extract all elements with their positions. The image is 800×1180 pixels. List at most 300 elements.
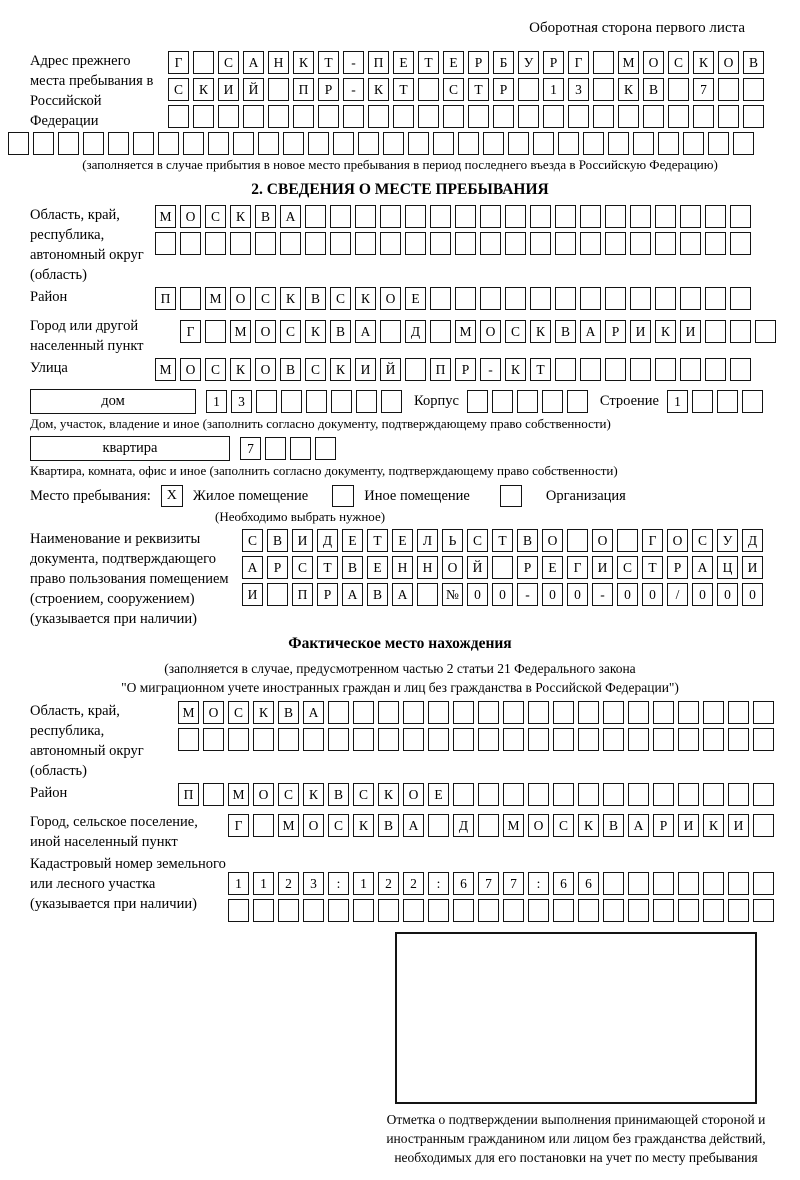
- char-cell[interactable]: [380, 320, 401, 343]
- char-cell[interactable]: [753, 814, 774, 837]
- char-cell[interactable]: И: [742, 556, 763, 579]
- char-cell[interactable]: [733, 132, 754, 155]
- char-cell[interactable]: К: [230, 205, 251, 228]
- char-cell[interactable]: Е: [443, 51, 464, 74]
- char-cell[interactable]: М: [230, 320, 251, 343]
- char-cell[interactable]: [278, 899, 299, 922]
- char-cell[interactable]: [605, 232, 626, 255]
- char-cell[interactable]: [330, 232, 351, 255]
- char-cell[interactable]: [568, 105, 589, 128]
- char-cell[interactable]: [430, 320, 451, 343]
- char-cell[interactable]: [193, 105, 214, 128]
- char-cell[interactable]: В: [555, 320, 576, 343]
- char-cell[interactable]: [393, 105, 414, 128]
- char-cell[interactable]: [578, 899, 599, 922]
- char-cell[interactable]: Т: [530, 358, 551, 381]
- char-cell[interactable]: [378, 701, 399, 724]
- char-cell[interactable]: Б: [493, 51, 514, 74]
- char-cell[interactable]: А: [243, 51, 264, 74]
- char-cell[interactable]: С: [443, 78, 464, 101]
- char-cell[interactable]: [258, 132, 279, 155]
- char-cell[interactable]: [428, 701, 449, 724]
- char-cell[interactable]: Т: [317, 556, 338, 579]
- char-cell[interactable]: [718, 78, 739, 101]
- char-cell[interactable]: [693, 105, 714, 128]
- char-cell[interactable]: [518, 105, 539, 128]
- char-cell[interactable]: И: [630, 320, 651, 343]
- char-cell[interactable]: М: [205, 287, 226, 310]
- char-cell[interactable]: В: [367, 583, 388, 606]
- char-cell[interactable]: Л: [417, 529, 438, 552]
- char-cell[interactable]: [328, 728, 349, 751]
- char-cell[interactable]: 0: [692, 583, 713, 606]
- char-cell[interactable]: [428, 899, 449, 922]
- char-cell[interactable]: 0: [492, 583, 513, 606]
- char-cell[interactable]: 0: [617, 583, 638, 606]
- char-cell[interactable]: [492, 556, 513, 579]
- char-cell[interactable]: А: [280, 205, 301, 228]
- char-cell[interactable]: [530, 287, 551, 310]
- char-cell[interactable]: [630, 205, 651, 228]
- char-cell[interactable]: [683, 132, 704, 155]
- char-cell[interactable]: [480, 287, 501, 310]
- char-cell[interactable]: Е: [392, 529, 413, 552]
- char-cell[interactable]: О: [542, 529, 563, 552]
- char-cell[interactable]: [380, 232, 401, 255]
- char-cell[interactable]: 2: [278, 872, 299, 895]
- char-cell[interactable]: №: [442, 583, 463, 606]
- char-cell[interactable]: [578, 728, 599, 751]
- char-cell[interactable]: [555, 205, 576, 228]
- char-cell[interactable]: [203, 783, 224, 806]
- char-cell[interactable]: [593, 78, 614, 101]
- char-cell[interactable]: К: [703, 814, 724, 837]
- char-cell[interactable]: [628, 701, 649, 724]
- char-cell[interactable]: С: [328, 814, 349, 837]
- char-cell[interactable]: К: [578, 814, 599, 837]
- char-cell[interactable]: [655, 358, 676, 381]
- char-cell[interactable]: Р: [517, 556, 538, 579]
- char-cell[interactable]: А: [303, 701, 324, 724]
- char-cell[interactable]: [705, 287, 726, 310]
- char-cell[interactable]: С: [353, 783, 374, 806]
- char-cell[interactable]: [428, 728, 449, 751]
- char-cell[interactable]: [228, 899, 249, 922]
- char-cell[interactable]: В: [280, 358, 301, 381]
- char-cell[interactable]: К: [505, 358, 526, 381]
- char-cell[interactable]: Р: [543, 51, 564, 74]
- char-cell[interactable]: [303, 728, 324, 751]
- char-cell[interactable]: 6: [453, 872, 474, 895]
- char-cell[interactable]: [228, 728, 249, 751]
- char-cell[interactable]: [593, 105, 614, 128]
- char-cell[interactable]: Й: [380, 358, 401, 381]
- char-cell[interactable]: 2: [378, 872, 399, 895]
- char-cell[interactable]: [555, 232, 576, 255]
- char-cell[interactable]: [293, 105, 314, 128]
- char-cell[interactable]: У: [717, 529, 738, 552]
- char-cell[interactable]: В: [267, 529, 288, 552]
- char-cell[interactable]: Г: [168, 51, 189, 74]
- char-cell[interactable]: В: [330, 320, 351, 343]
- char-cell[interactable]: М: [278, 814, 299, 837]
- checkbox-residential[interactable]: X: [161, 485, 183, 507]
- char-cell[interactable]: В: [743, 51, 764, 74]
- char-cell[interactable]: Г: [567, 556, 588, 579]
- char-cell[interactable]: [653, 701, 674, 724]
- char-cell[interactable]: А: [242, 556, 263, 579]
- char-cell[interactable]: [655, 205, 676, 228]
- char-cell[interactable]: [267, 583, 288, 606]
- char-cell[interactable]: [230, 232, 251, 255]
- char-cell[interactable]: К: [618, 78, 639, 101]
- char-cell[interactable]: Р: [455, 358, 476, 381]
- char-cell[interactable]: [430, 205, 451, 228]
- char-cell[interactable]: [368, 105, 389, 128]
- char-cell[interactable]: К: [303, 783, 324, 806]
- char-cell[interactable]: [208, 132, 229, 155]
- char-cell[interactable]: [728, 783, 749, 806]
- char-cell[interactable]: [558, 132, 579, 155]
- char-cell[interactable]: [580, 287, 601, 310]
- char-cell[interactable]: [628, 783, 649, 806]
- char-cell[interactable]: [305, 205, 326, 228]
- char-cell[interactable]: [503, 701, 524, 724]
- char-cell[interactable]: [605, 287, 626, 310]
- char-cell[interactable]: Е: [367, 556, 388, 579]
- checkbox-other-premises[interactable]: [332, 485, 354, 507]
- char-cell[interactable]: [455, 205, 476, 228]
- char-cell[interactable]: В: [305, 287, 326, 310]
- char-cell[interactable]: [306, 390, 327, 413]
- char-cell[interactable]: [243, 105, 264, 128]
- char-cell[interactable]: О: [528, 814, 549, 837]
- char-cell[interactable]: -: [343, 78, 364, 101]
- char-cell[interactable]: [692, 390, 713, 413]
- char-cell[interactable]: [605, 205, 626, 228]
- char-cell[interactable]: [680, 287, 701, 310]
- char-cell[interactable]: О: [592, 529, 613, 552]
- char-cell[interactable]: Т: [642, 556, 663, 579]
- char-cell[interactable]: [290, 437, 311, 460]
- char-cell[interactable]: С: [668, 51, 689, 74]
- char-cell[interactable]: 1: [667, 390, 688, 413]
- char-cell[interactable]: Д: [317, 529, 338, 552]
- char-cell[interactable]: 3: [231, 390, 252, 413]
- char-cell[interactable]: К: [378, 783, 399, 806]
- char-cell[interactable]: [503, 728, 524, 751]
- char-cell[interactable]: [430, 287, 451, 310]
- char-cell[interactable]: И: [728, 814, 749, 837]
- char-cell[interactable]: [343, 105, 364, 128]
- char-cell[interactable]: [505, 232, 526, 255]
- char-cell[interactable]: [478, 783, 499, 806]
- char-cell[interactable]: [356, 390, 377, 413]
- char-cell[interactable]: А: [392, 583, 413, 606]
- char-cell[interactable]: [628, 872, 649, 895]
- char-cell[interactable]: С: [228, 701, 249, 724]
- char-cell[interactable]: [478, 814, 499, 837]
- char-cell[interactable]: С: [205, 358, 226, 381]
- char-cell[interactable]: 1: [228, 872, 249, 895]
- char-cell[interactable]: [680, 232, 701, 255]
- char-cell[interactable]: А: [692, 556, 713, 579]
- char-cell[interactable]: 0: [742, 583, 763, 606]
- char-cell[interactable]: И: [355, 358, 376, 381]
- char-cell[interactable]: Р: [605, 320, 626, 343]
- char-cell[interactable]: М: [155, 205, 176, 228]
- char-cell[interactable]: Т: [367, 529, 388, 552]
- char-cell[interactable]: [680, 358, 701, 381]
- char-cell[interactable]: 7: [693, 78, 714, 101]
- char-cell[interactable]: [580, 205, 601, 228]
- char-cell[interactable]: М: [503, 814, 524, 837]
- char-cell[interactable]: 0: [717, 583, 738, 606]
- char-cell[interactable]: 7: [478, 872, 499, 895]
- char-cell[interactable]: [493, 105, 514, 128]
- char-cell[interactable]: [405, 205, 426, 228]
- char-cell[interactable]: С: [205, 205, 226, 228]
- char-cell[interactable]: К: [193, 78, 214, 101]
- char-cell[interactable]: А: [580, 320, 601, 343]
- char-cell[interactable]: [583, 132, 604, 155]
- char-cell[interactable]: П: [292, 583, 313, 606]
- char-cell[interactable]: [283, 132, 304, 155]
- char-cell[interactable]: 6: [553, 872, 574, 895]
- char-cell[interactable]: [403, 728, 424, 751]
- char-cell[interactable]: [353, 899, 374, 922]
- char-cell[interactable]: Д: [453, 814, 474, 837]
- char-cell[interactable]: [653, 728, 674, 751]
- char-cell[interactable]: [418, 78, 439, 101]
- char-cell[interactable]: [408, 132, 429, 155]
- char-cell[interactable]: [403, 899, 424, 922]
- char-cell[interactable]: [705, 205, 726, 228]
- char-cell[interactable]: Г: [180, 320, 201, 343]
- char-cell[interactable]: 0: [467, 583, 488, 606]
- char-cell[interactable]: [680, 205, 701, 228]
- char-cell[interactable]: [453, 728, 474, 751]
- char-cell[interactable]: В: [342, 556, 363, 579]
- char-cell[interactable]: И: [292, 529, 313, 552]
- char-cell[interactable]: [330, 205, 351, 228]
- char-cell[interactable]: [478, 899, 499, 922]
- char-cell[interactable]: 7: [503, 872, 524, 895]
- char-cell[interactable]: [655, 287, 676, 310]
- char-cell[interactable]: [658, 132, 679, 155]
- char-cell[interactable]: Ь: [442, 529, 463, 552]
- char-cell[interactable]: [643, 105, 664, 128]
- char-cell[interactable]: И: [218, 78, 239, 101]
- char-cell[interactable]: [755, 320, 776, 343]
- char-cell[interactable]: [478, 728, 499, 751]
- char-cell[interactable]: О: [480, 320, 501, 343]
- char-cell[interactable]: -: [592, 583, 613, 606]
- char-cell[interactable]: С: [467, 529, 488, 552]
- char-cell[interactable]: Е: [342, 529, 363, 552]
- char-cell[interactable]: К: [280, 287, 301, 310]
- char-cell[interactable]: [418, 105, 439, 128]
- char-cell[interactable]: К: [355, 287, 376, 310]
- char-cell[interactable]: [533, 132, 554, 155]
- char-cell[interactable]: [618, 105, 639, 128]
- char-cell[interactable]: [318, 105, 339, 128]
- char-cell[interactable]: [628, 899, 649, 922]
- char-cell[interactable]: [603, 783, 624, 806]
- char-cell[interactable]: [553, 899, 574, 922]
- char-cell[interactable]: [703, 899, 724, 922]
- char-cell[interactable]: [703, 728, 724, 751]
- char-cell[interactable]: -: [517, 583, 538, 606]
- char-cell[interactable]: [555, 287, 576, 310]
- char-cell[interactable]: М: [228, 783, 249, 806]
- char-cell[interactable]: [443, 105, 464, 128]
- char-cell[interactable]: [703, 783, 724, 806]
- char-cell[interactable]: [728, 899, 749, 922]
- char-cell[interactable]: О: [255, 320, 276, 343]
- char-cell[interactable]: [542, 390, 563, 413]
- char-cell[interactable]: [453, 701, 474, 724]
- char-cell[interactable]: [603, 728, 624, 751]
- char-cell[interactable]: [83, 132, 104, 155]
- char-cell[interactable]: [705, 320, 726, 343]
- char-cell[interactable]: [753, 701, 774, 724]
- char-cell[interactable]: [218, 105, 239, 128]
- char-cell[interactable]: [158, 132, 179, 155]
- char-cell[interactable]: [355, 232, 376, 255]
- char-cell[interactable]: :: [528, 872, 549, 895]
- char-cell[interactable]: [253, 814, 274, 837]
- char-cell[interactable]: Й: [467, 556, 488, 579]
- char-cell[interactable]: М: [178, 701, 199, 724]
- char-cell[interactable]: К: [353, 814, 374, 837]
- char-cell[interactable]: [653, 783, 674, 806]
- char-cell[interactable]: С: [330, 287, 351, 310]
- char-cell[interactable]: П: [368, 51, 389, 74]
- char-cell[interactable]: [603, 899, 624, 922]
- char-cell[interactable]: /: [667, 583, 688, 606]
- char-cell[interactable]: [355, 205, 376, 228]
- char-cell[interactable]: [108, 132, 129, 155]
- char-cell[interactable]: С: [242, 529, 263, 552]
- char-cell[interactable]: 0: [642, 583, 663, 606]
- char-cell[interactable]: Т: [492, 529, 513, 552]
- char-cell[interactable]: [328, 899, 349, 922]
- char-cell[interactable]: В: [643, 78, 664, 101]
- char-cell[interactable]: Н: [417, 556, 438, 579]
- char-cell[interactable]: П: [178, 783, 199, 806]
- char-cell[interactable]: [180, 232, 201, 255]
- char-cell[interactable]: [503, 899, 524, 922]
- char-cell[interactable]: [378, 899, 399, 922]
- char-cell[interactable]: [505, 205, 526, 228]
- char-cell[interactable]: [605, 358, 626, 381]
- char-cell[interactable]: [567, 529, 588, 552]
- char-cell[interactable]: [305, 232, 326, 255]
- char-cell[interactable]: 0: [542, 583, 563, 606]
- char-cell[interactable]: [653, 872, 674, 895]
- char-cell[interactable]: [530, 205, 551, 228]
- char-cell[interactable]: [467, 390, 488, 413]
- char-cell[interactable]: :: [428, 872, 449, 895]
- char-cell[interactable]: В: [328, 783, 349, 806]
- char-cell[interactable]: О: [180, 358, 201, 381]
- char-cell[interactable]: Т: [468, 78, 489, 101]
- char-cell[interactable]: [458, 132, 479, 155]
- char-cell[interactable]: Т: [318, 51, 339, 74]
- char-cell[interactable]: Е: [428, 783, 449, 806]
- char-cell[interactable]: [668, 105, 689, 128]
- char-cell[interactable]: [417, 583, 438, 606]
- char-cell[interactable]: И: [242, 583, 263, 606]
- char-cell[interactable]: [705, 358, 726, 381]
- char-cell[interactable]: [381, 390, 402, 413]
- char-cell[interactable]: 1: [206, 390, 227, 413]
- char-cell[interactable]: [455, 232, 476, 255]
- char-cell[interactable]: В: [255, 205, 276, 228]
- char-cell[interactable]: Р: [318, 78, 339, 101]
- char-cell[interactable]: О: [718, 51, 739, 74]
- char-cell[interactable]: О: [643, 51, 664, 74]
- char-cell[interactable]: 1: [353, 872, 374, 895]
- char-cell[interactable]: [480, 205, 501, 228]
- char-cell[interactable]: П: [430, 358, 451, 381]
- char-cell[interactable]: [517, 390, 538, 413]
- char-cell[interactable]: [503, 783, 524, 806]
- char-cell[interactable]: [453, 899, 474, 922]
- char-cell[interactable]: [205, 232, 226, 255]
- char-cell[interactable]: [528, 728, 549, 751]
- char-cell[interactable]: [33, 132, 54, 155]
- char-cell[interactable]: К: [293, 51, 314, 74]
- char-cell[interactable]: [478, 701, 499, 724]
- char-cell[interactable]: [578, 701, 599, 724]
- char-cell[interactable]: Е: [542, 556, 563, 579]
- char-cell[interactable]: [468, 105, 489, 128]
- char-cell[interactable]: [628, 728, 649, 751]
- char-cell[interactable]: Е: [393, 51, 414, 74]
- char-cell[interactable]: О: [180, 205, 201, 228]
- char-cell[interactable]: [268, 78, 289, 101]
- char-cell[interactable]: [753, 872, 774, 895]
- char-cell[interactable]: [630, 358, 651, 381]
- char-cell[interactable]: О: [667, 529, 688, 552]
- char-cell[interactable]: [331, 390, 352, 413]
- char-cell[interactable]: 7: [240, 437, 261, 460]
- char-cell[interactable]: [730, 205, 751, 228]
- char-cell[interactable]: О: [255, 358, 276, 381]
- char-cell[interactable]: С: [168, 78, 189, 101]
- char-cell[interactable]: К: [253, 701, 274, 724]
- char-cell[interactable]: О: [303, 814, 324, 837]
- char-cell[interactable]: [328, 701, 349, 724]
- char-cell[interactable]: С: [305, 358, 326, 381]
- char-cell[interactable]: [708, 132, 729, 155]
- char-cell[interactable]: [133, 132, 154, 155]
- char-cell[interactable]: Д: [742, 529, 763, 552]
- char-cell[interactable]: [205, 320, 226, 343]
- char-cell[interactable]: М: [455, 320, 476, 343]
- char-cell[interactable]: [256, 390, 277, 413]
- char-cell[interactable]: [528, 899, 549, 922]
- char-cell[interactable]: [553, 701, 574, 724]
- char-cell[interactable]: [543, 105, 564, 128]
- char-cell[interactable]: О: [230, 287, 251, 310]
- char-cell[interactable]: [567, 390, 588, 413]
- char-cell[interactable]: Р: [667, 556, 688, 579]
- char-cell[interactable]: -: [343, 51, 364, 74]
- char-cell[interactable]: [718, 105, 739, 128]
